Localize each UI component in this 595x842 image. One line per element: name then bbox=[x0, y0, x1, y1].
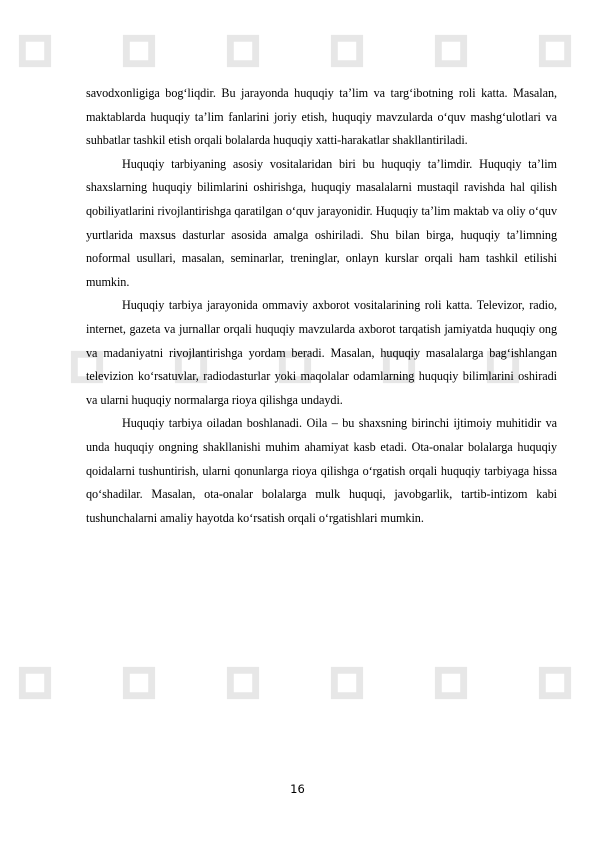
paragraph-mass-media: Huquqiy tarbiya jarayonida ommaviy axborot vositalarining roli katta. Televizor, radio, internet, gazeta va jurnallar orqali huquqiy mavzularda axborot tarqatish jamiyatda huquqiy ong va madaniyatni rivojlantirishga yordam beradi. Masalan, huquqiy masalalarga bag‘ishlangan televizion ko‘rsatuvlar, radiodasturlar yoki maqolalar odamlarning huquqiy bilimlarini oshiradi va ularni huquqiy normalarga rioya qilishga undaydi. bbox=[86, 298, 557, 407]
document-body bbox=[86, 82, 557, 530]
paragraph-legal-education: Huquqiy tarbiyaning asosiy vositalaridan biri bu huquqiy ta’limdir. Huquqiy ta’lim shaxslarning huquqiy bilimlarini oshirishga, huquqiy masalalarni mustaqil ravishda hal qilish qobiliyatlarini rivojlantirishga qaratilgan o‘quv jarayonidir. Huquqiy ta’lim maktab va oliy o‘quv yurtlarida maxsus dasturlar asosida amalga oshiriladi. Shu bilan birga, huquqiy ta’limning noformal usullari, masalan, seminarlar, treninglar, onlayn kurslar orqali ham tashkil etilishi mumkin. bbox=[86, 156, 557, 289]
watermark-icon bbox=[532, 660, 578, 706]
watermark-icon bbox=[116, 28, 162, 74]
watermark-icon bbox=[324, 28, 370, 74]
watermark-icon bbox=[220, 660, 266, 706]
watermark-icon bbox=[220, 28, 266, 74]
watermark-icon bbox=[12, 660, 58, 706]
watermark-icon bbox=[428, 28, 474, 74]
watermark-icon bbox=[532, 28, 578, 74]
watermark-icon bbox=[428, 660, 474, 706]
page-number: 16 bbox=[290, 782, 305, 796]
watermark-icon bbox=[12, 28, 58, 74]
watermark-icon bbox=[116, 660, 162, 706]
paragraph-continued: savodxonligiga bog‘liqdir. Bu jarayonda huquqiy ta’lim va targ‘ibotning roli katta. Masalan, maktablarda huquqiy ta’lim fanlarini joriy etish, huquqiy mavzularda o‘quv mashg‘ulotlari va suhbatlar tashkil etish orqali bolalarda huquqiy xatti-harakatlar shakllantiriladi. bbox=[86, 86, 557, 148]
watermark-icon bbox=[324, 660, 370, 706]
paragraph-family: Huquqiy tarbiya oiladan boshlanadi. Oila – bu shaxsning birinchi ijtimoiy muhitidir va unda huquqiy ongning shakllanishi muhim ahamiyat kasb etadi. Ota-onalar bolalarga huquqiy qoidalarni tushuntirish, ularni qonunlarga rioya qilishga o‘rgatish orqali huquqiy tarbiyaga hissa qo‘shadilar. Masalan, ota-onalar bolalarga mulk huquqi, javobgarlik, tartib-intizom kabi tushunchalarni amaliy hayotda ko‘rsatish orqali o‘rgatishlari mumkin. bbox=[86, 416, 557, 525]
